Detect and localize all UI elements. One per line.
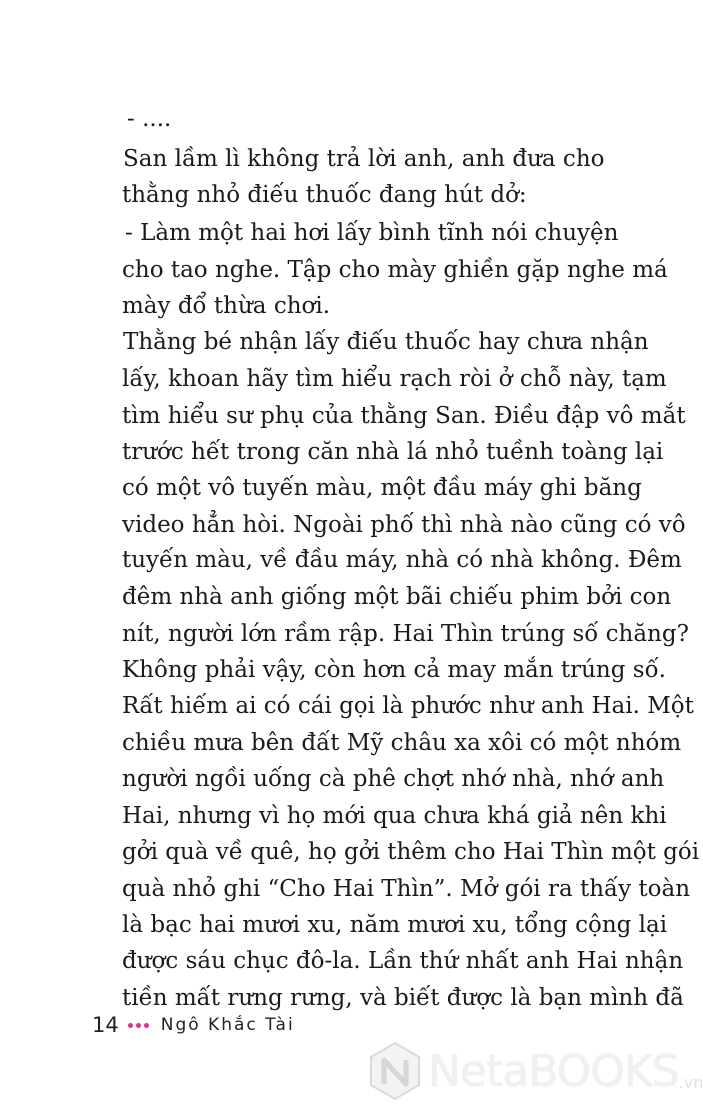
text-line: cho tao nghe. Tập cho mày ghiền gặp nghe má	[122, 257, 668, 283]
watermark-brand: NetaBOOKS	[428, 1045, 679, 1097]
text-line: mày đổ thừa chơi.	[122, 293, 331, 319]
watermark-suffix: .vn	[678, 1073, 703, 1092]
text-line: Không phải vậy, còn hơn cả may mắn trúng số.	[122, 657, 666, 683]
text-line: video hẳn hòi. Ngoài phố thì nhà nào cũng có vô	[122, 512, 686, 538]
text-line: thằng nhỏ điếu thuốc đang hút dở:	[122, 182, 527, 208]
text-line: Hai, nhưng vì họ mới qua chưa khá giả nên khi	[122, 803, 667, 829]
text-line: được sáu chục đô-la. Lần thứ nhất anh Hai nhận	[122, 948, 684, 974]
text-line: lấy, khoan hãy tìm hiểu rạch ròi ở chỗ này, tạm	[122, 366, 667, 392]
text-line: nít, người lớn rầm rập. Hai Thìn trúng số chăng?	[122, 621, 689, 647]
footer-dots-icon	[128, 1023, 149, 1028]
text-line: là bạc hai mươi xu, năm mươi xu, tổng cộng lại	[122, 912, 668, 938]
author-name: Ngô Khắc Tài	[160, 1015, 295, 1035]
text-line: trước hết trong căn nhà lá nhỏ tuềnh toàng lại	[122, 439, 664, 465]
text-line: San lầm lì không trả lời anh, anh đưa cho	[123, 146, 605, 172]
text-line: Rất hiếm ai có cái gọi là phước như anh Hai. Một	[122, 693, 694, 719]
text-line: - Làm một hai hơi lấy bình tĩnh nói chuyện	[125, 220, 619, 246]
text-line: tiền mất rưng rưng, và biết được là bạn mình đã	[122, 985, 684, 1011]
text-line: chiều mưa bên đất Mỹ châu xa xôi có một nhóm	[122, 730, 682, 756]
watermark	[364, 1040, 703, 1102]
text-line: - ....	[127, 106, 172, 132]
text-line: gởi quà về quê, họ gởi thêm cho Hai Thìn một gói	[122, 839, 700, 865]
page-footer	[92, 1013, 295, 1037]
text-line: tìm hiểu sư phụ của thằng San. Điều đập vô mắt	[122, 403, 686, 429]
text-line: quà nhỏ ghi “Cho Hai Thìn”. Mở gói ra thấy toàn	[122, 876, 691, 902]
text-line: có một vô tuyến màu, một đầu máy ghi băng	[122, 475, 642, 501]
text-line: người ngồi uống cà phê chợt nhớ nhà, nhớ anh	[122, 766, 665, 792]
text-line: Thằng bé nhận lấy điếu thuốc hay chưa nhận	[123, 329, 649, 355]
text-line: tuyến màu, về đầu máy, nhà có nhà không. Đêm	[122, 547, 682, 573]
netabooks-logo-icon	[364, 1040, 426, 1102]
page-number: 14	[92, 1013, 119, 1037]
text-line: đêm nhà anh giống một bãi chiếu phim bởi con	[122, 584, 672, 610]
